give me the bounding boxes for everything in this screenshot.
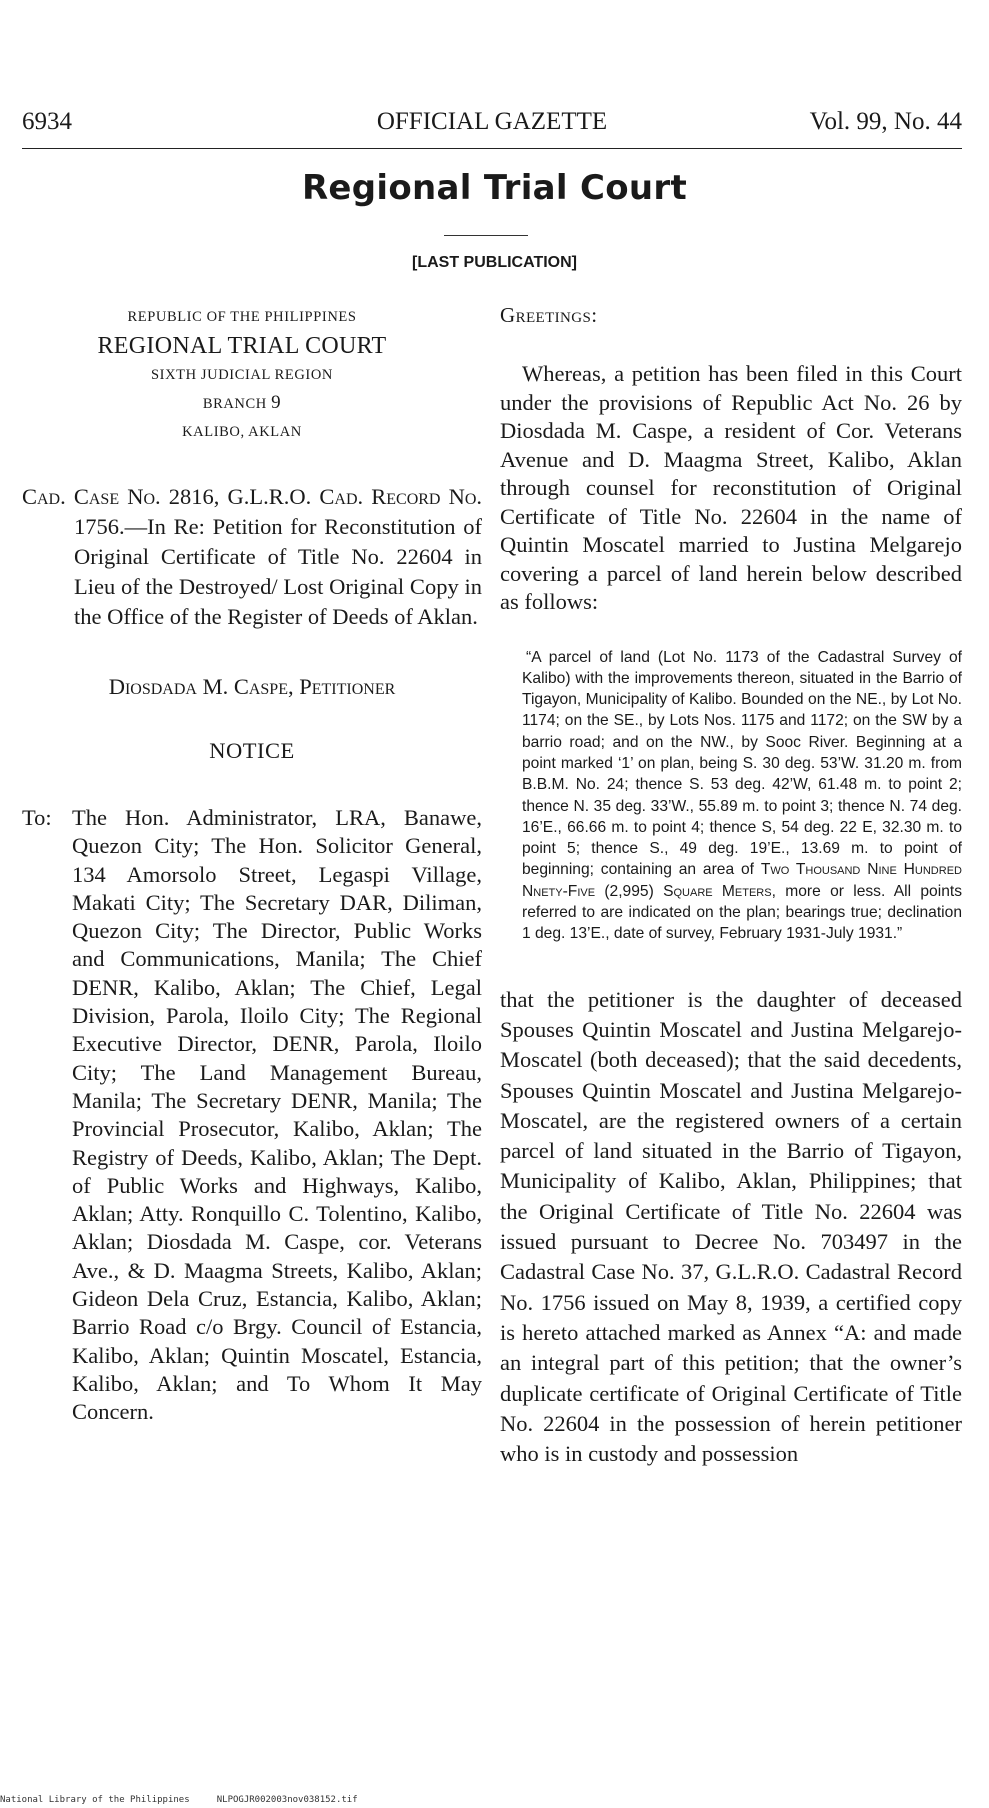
volume-issue: Vol. 99, No. 44 <box>809 108 962 135</box>
notice-heading: NOTICE <box>209 738 295 763</box>
file-id: NLPOGJR002003nov038152.tif <box>216 1795 358 1805</box>
petitioner-line <box>22 674 482 700</box>
land-description <box>522 647 962 945</box>
area-unit: Square Meters <box>663 882 772 900</box>
land-description-end: , more or less. All points referred to are indicated on the plan; bearings true; declination 1 deg. 13’E., date of survey, February 1931-July 1931.” <box>522 882 962 943</box>
court-name: REGIONAL TRIAL COURT <box>97 333 387 359</box>
judicial-region: SIXTH JUDICIAL REGION <box>150 367 334 383</box>
section-title: Regional Trial Court <box>301 168 688 208</box>
cad-case-number: 2816, <box>168 484 220 509</box>
branch <box>32 389 452 418</box>
addressee-list: The Hon. Administrator, LRA, Banawe, Quezon City; The Hon. Solicitor General, 134 Amorsolo Street, Legaspi Village, Makati City; The Secretary DAR, Diliman, Quezon City; The Director, Public Works and Communications, Manila; The Chief DENR, Kalibo, Aklan; The Chief, Legal Division, Parola, Iloilo City; The Regional Executive Director, DENR, Parola, Iloilo City; The Land Management Bureau, Manila; The Secretary DENR, Manila; The Provincial Prosecutor, Kalibo, Aklan; The Registry of Deeds, Kalibo, Aklan; The Dept. of Public Works and Highways, Kalibo, Aklan; Atty. Ronquillo C. Tolentino, Kalibo, Aklan; Diosdada M. Caspe, cor. Veterans Ave., & D. Maagma Streets, Kalibo, Aklan; Gideon Dela Cruz, Estancia, Kalibo, Aklan; Barrio Road c/o Brgy. Council of Estancia, Kalibo, Aklan; Quintin Moscatel, Estancia, Kalibo, Aklan; and To Whom It May Concern. <box>72 805 482 1425</box>
area-figure: (2,995) <box>604 882 654 900</box>
library-credit: National Library of the Philippines <box>0 1795 190 1805</box>
to-label: To: <box>22 805 52 830</box>
petitioner-role: , Petitioner <box>287 674 396 699</box>
petition-paragraph: Whereas, a petition has been filed in this Court under the provisions of Republic Act No. 26 by Diosdada M. Caspe, a resident of Cor. Veterans Avenue and D. Maagma Street, Kalibo, Aklan through counsel for reconstitution of Original Certificate of Title No. 22604 in the name of Quintin Moscatel married to Justina Melgarejo covering a parcel of land herein below described as follows: <box>500 361 962 614</box>
republic-label: REPUBLIC OF THE PHILIPPINES <box>127 309 357 325</box>
title-divider <box>444 235 528 236</box>
page-number: 6934 <box>22 108 72 135</box>
cad-record-number: 1756. <box>74 514 125 539</box>
case-description: —In Re: Petition for Reconstitution of Original Certificate of Title No. 22604 in Lieu of the Destroyed/ Lost Original Copy in the Office of the Register of Deeds of Aklan. <box>74 514 482 629</box>
greetings: Greetings: <box>500 303 598 327</box>
petitioner-facts-paragraph: that the petitioner is the daughter of deceased Spouses Quintin Moscatel and Justina Melgarejo-Moscatel (both deceased); that the said decedents, Spouses Quintin Moscatel and Justina Melgarejo-Moscatel, are the registered owners of a certain parcel of land situated in the Barrio of Tigayon, Municipality of Kalibo, Aklan, Philippines; that the Original Certificate of Title No. 22604 was issued pursuant to Decree No. 703497 in the Cadastral Case No. 37, G.L.R.O. Cadastral Record No. 1756 issued on May 8, 1939, a certified copy is hereto attached marked as Annex “A: and made an integral part of this petition; that the owner’s duplicate certificate of Original Certificate of Title No. 22604 in the possession of herein petitioner who is in custody and possession <box>500 986 962 1467</box>
glro-label: G.L.R.O. <box>227 484 312 509</box>
cad-case-label: Cad. Case No. <box>22 484 161 509</box>
court-location: KALIBO, AKLAN <box>182 424 302 440</box>
right-column <box>500 303 962 1469</box>
court-block <box>32 303 452 446</box>
cad-record-label: Cad. Record No. <box>319 484 483 509</box>
addressees <box>22 804 482 1427</box>
publication-label: [LAST PUBLICATION] <box>411 254 577 271</box>
scan-footer <box>0 1795 358 1805</box>
petitioner-name: Diosdada M. Caspe <box>108 674 288 699</box>
branch-label: BRANCH <box>202 396 267 412</box>
branch-number: 9 <box>271 392 282 413</box>
area-in-words: Two Thousand Nine Hundred Nnety-Five <box>522 861 962 900</box>
land-description-text: “A parcel of land (Lot No. 1173 of the Cadastral Survey of Kalibo) with the improvements thereon, situated in the Barrio of Tigayon, Municipality of Kalibo. Bounded on the NE., by Lot No. 1174; on the SE., by Lots Nos. 1175 and 1172; on the SW by a barrio road; and on the NW., by Sooc River. Beginning at a point marked ‘1’ on plan, being S. 30 deg. 53’W. 31.20 m. from B.B.M. No. 24; thence S. 53 deg. 42’W, 61.48 m. to point 2; thence N. 35 deg. 33’W., 55.89 m. to point 3; thence N. 74 deg. 16’E., 66.66 m. to point 4; thence S, 54 deg. 22 E, 32.30 m. to point 5; thence S., 49 deg. 19’E., 13.69 m. to point of beginning; containing an area of <box>522 648 962 879</box>
gazette-title: OFFICIAL GAZETTE <box>376 108 608 135</box>
left-column <box>22 303 482 1427</box>
page-header <box>22 108 962 149</box>
case-title <box>22 482 482 632</box>
